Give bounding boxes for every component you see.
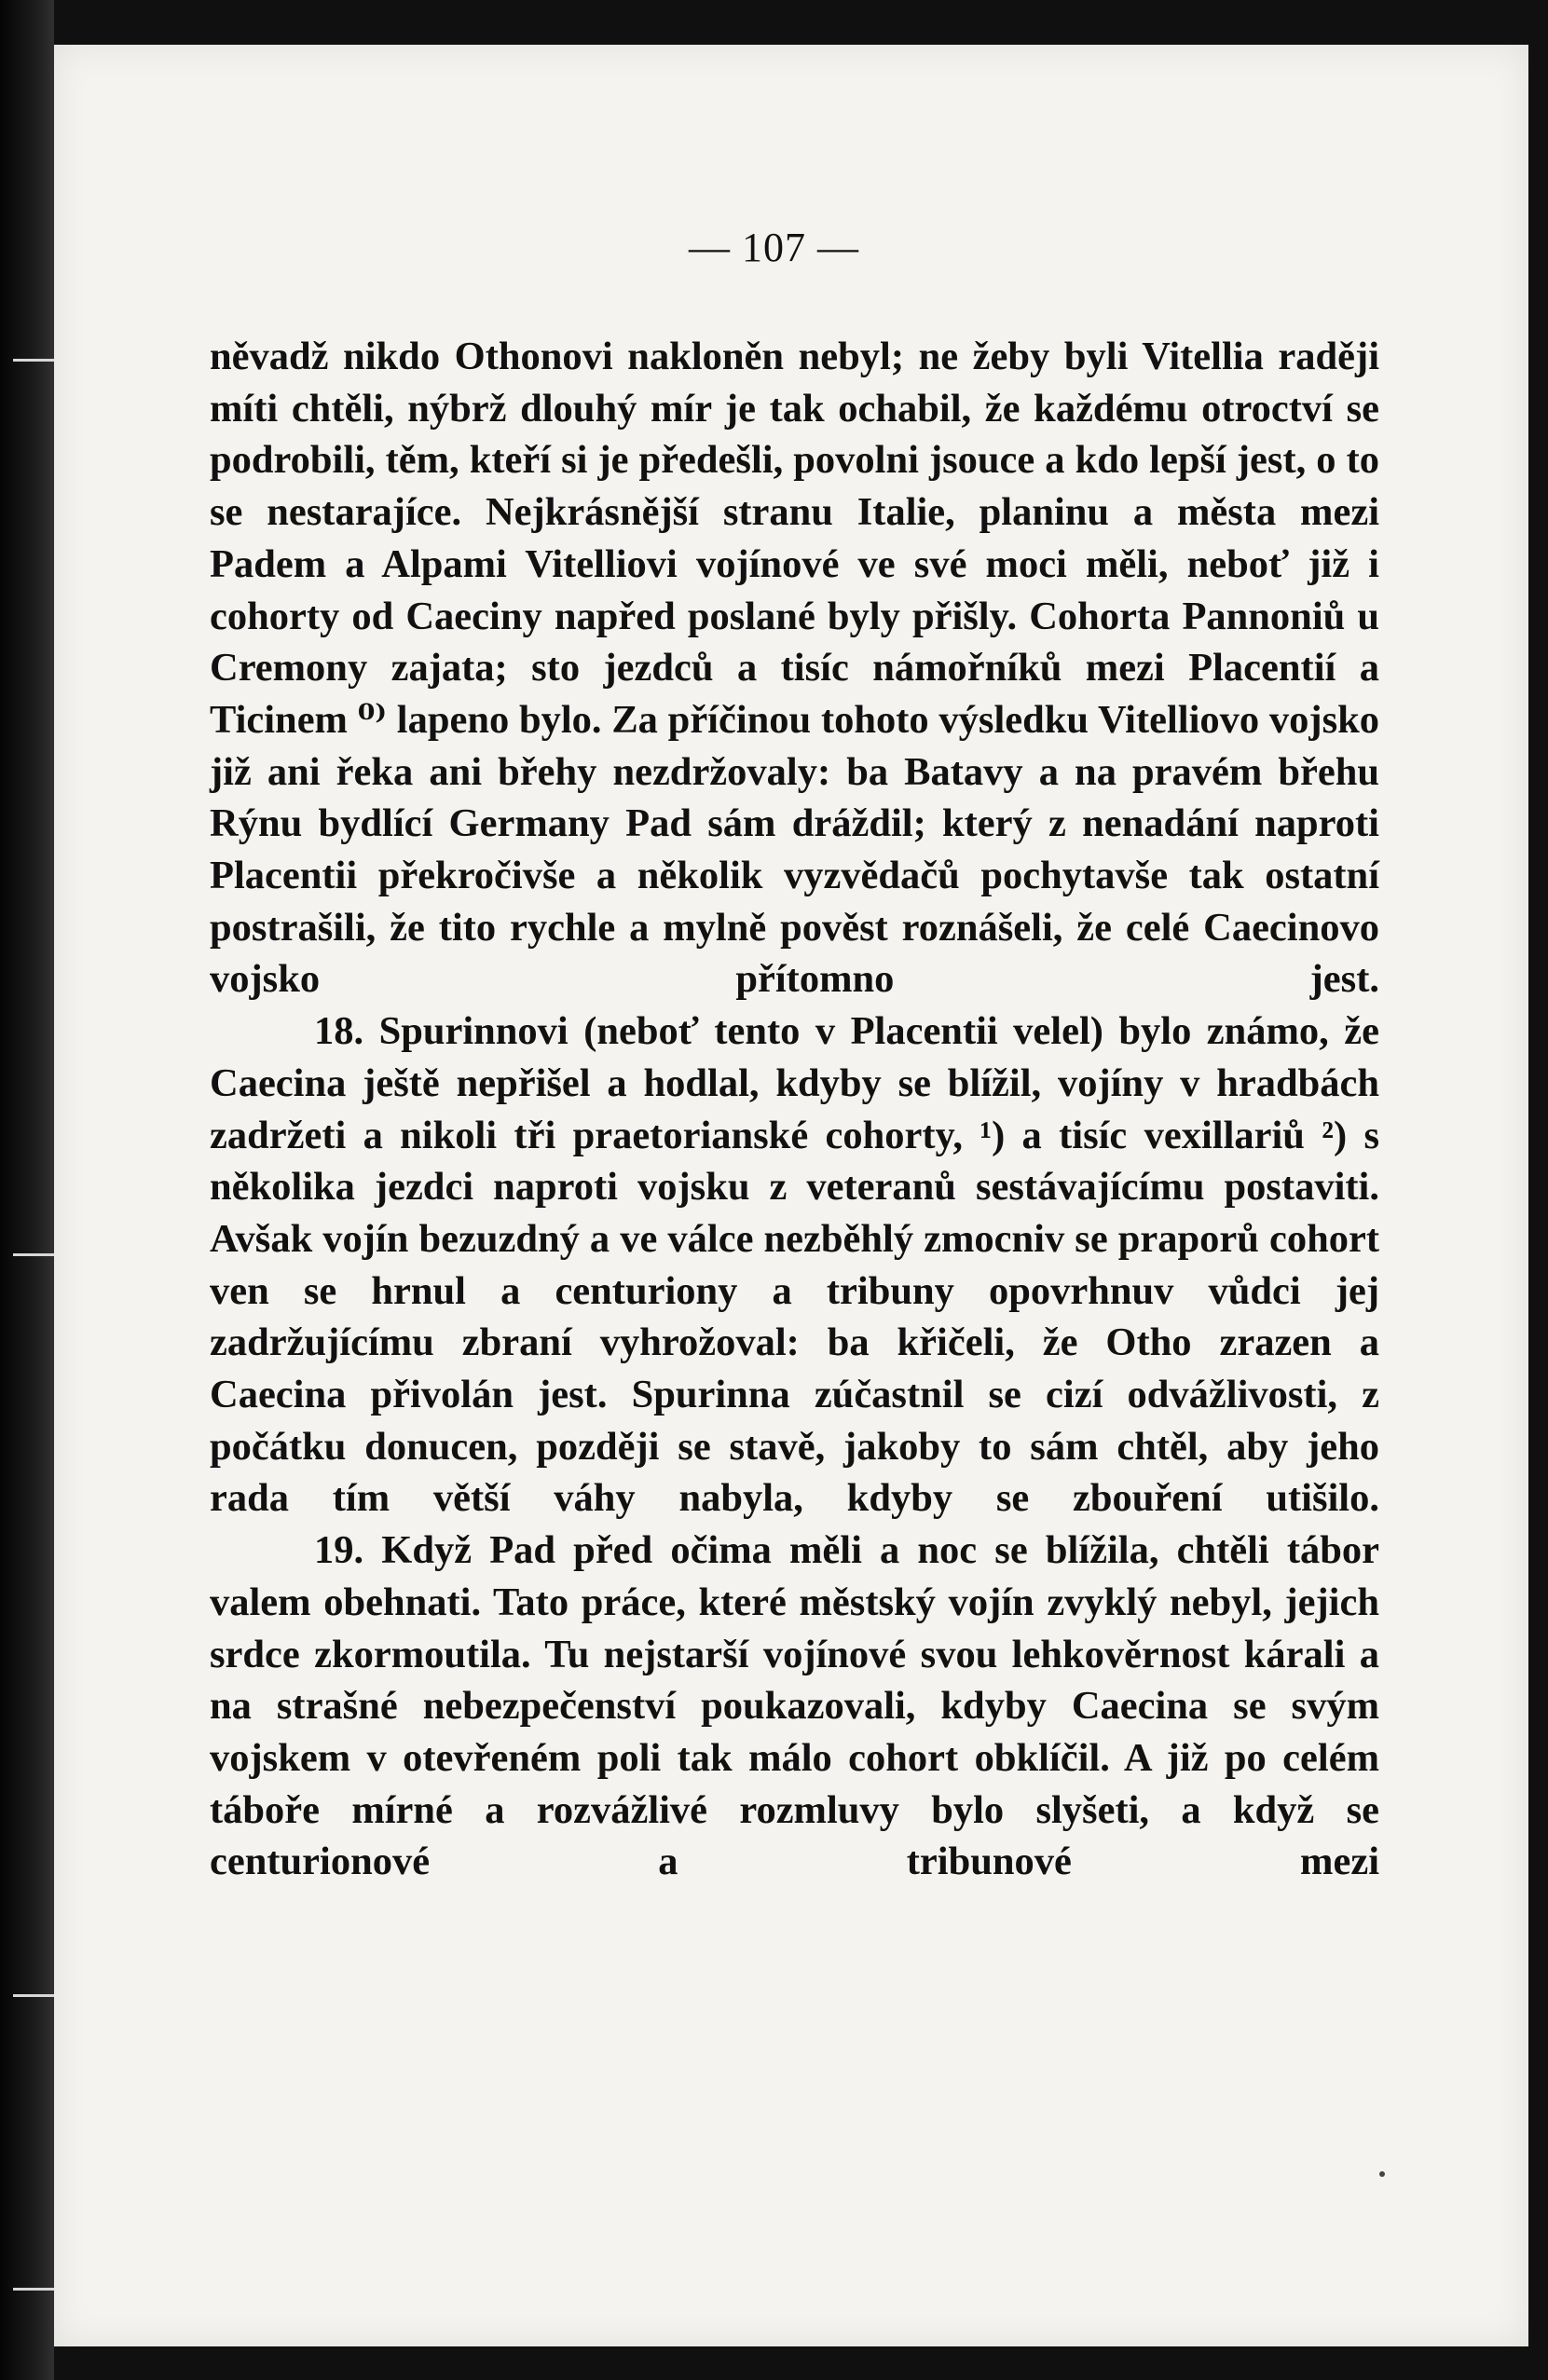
print-speck [1379,2171,1385,2177]
paragraph-1: něvadž nikdo Othonovi nakloněn nebyl; ne žeby byli Vitellia raději míti chtěli, nýbrž dlouhý mír je tak ochabil, že každému otroctví se podrobili, těm, kteří si je předešli, povolni jsouce a kdo lepší jest, o to se nestarajíce. Nejkrásnější stranu Italie, planinu a města mezi Padem a Alpami Vitelliovi vojínové ve své moci měli, neboť již i cohorty od Caeciny napřed poslané byly přišly. Cohorta Pannoniů u Cremony zajata; sto jezdců a tisíc námořníků mezi Placentií a Ticinem ⁰⁾ lapeno bylo. Za příčinou tohoto výsledku Vitelliovo vojsko již ani řeka ani břehy nezdržovaly: ba Batavy a na pravém břehu Rýnu bydlící Germany Pad sám dráždil; který z nenadání naproti Placentii překročivše a několik vyzvědačů pochytavše tak ostatní postrašili, že tito rychle a mylně pověst roznášeli, že celé Caecinovo vojsko přítomno jest. [210,335,1379,1002]
binding-thread-mark [13,1253,54,1256]
binding-thread-mark [13,1994,54,1997]
binding-thread-mark [13,359,54,362]
binding-thread-mark [13,2288,54,2291]
paragraph-18: 18. Spurinnovi (neboť tento v Placentii velel) bylo známo, že Caecina ještě nepřišel a hodlal, kdyby se blížil, vojíny v hradbách zadržeti a nikoli tři praetorianské cohorty, ¹) a tisíc vexillariů ²) s několika jezdci naproti vojsku z veteranů sestávajícímu postaviti. Avšak vojín bezuzdný a ve válce nezběhlý zmocniv se praporů cohort ven se hrnul a centuriony a tribuny opovrhnuv vůdci jej zadržujícímu zbraní vyhrožoval: ba křičeli, že Otho zrazen a Caecina přivolán jest. Spurinna zúčastnil se cizí odvážlivosti, z počátku donucen, později se stavě, jakoby to sám chtěl, aby jeho rada tím větší váhy nabyla, kdyby se zbouření utišilo. [210,1009,1379,1521]
paragraph-19: 19. Když Pad před očima měli a noc se blížila, chtěli tábor valem obehnati. Tato práce, které městský vojín zvyklý nebyl, jejich srdce zkormoutila. Tu nejstarší vojínové svou lehkověrnost kárali a na strašné nebezpečenství poukazovali, kdyby Caecina se svým vojskem v otevřeném poli tak málo cohort obklíčil. A již po celém táboře mírné a rozvážlivé rozmluvy bylo slyšeti, a když se centurionové a tribunové mezi [210,1528,1379,1884]
book-binding-edge [0,0,54,2380]
page-number-header: — 107 — [689,225,859,270]
page-body-text [210,331,1379,1888]
